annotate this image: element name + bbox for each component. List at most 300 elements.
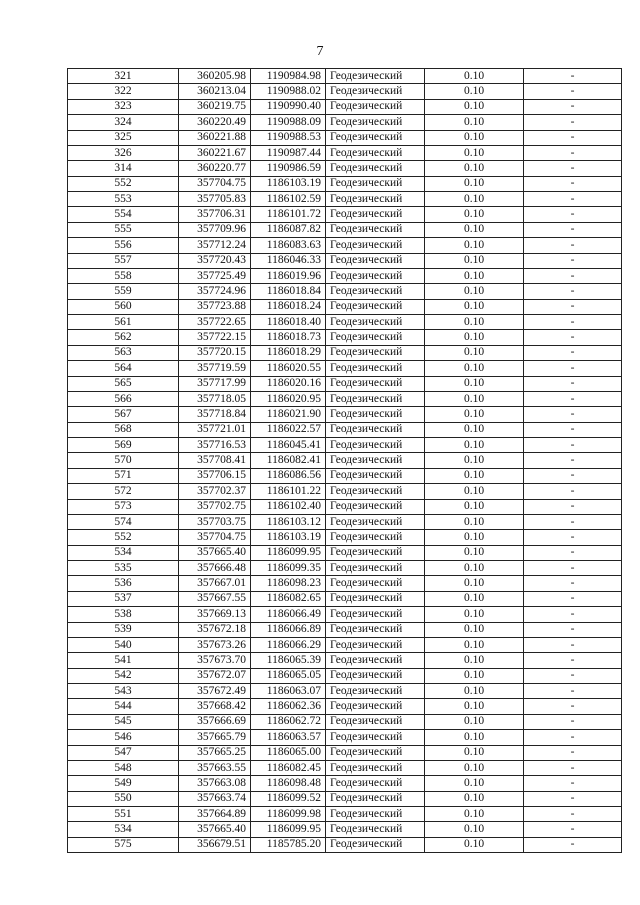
table-row <box>68 591 622 606</box>
note-cell: - <box>524 822 622 837</box>
note-cell: - <box>524 376 622 391</box>
y-coordinate-cell: 1186101.72 <box>251 207 326 222</box>
point-number-cell: 570 <box>68 453 179 468</box>
method-cell: Геодезический <box>326 791 425 806</box>
method-cell: Геодезический <box>326 361 425 376</box>
accuracy-cell: 0.10 <box>425 161 524 176</box>
method-cell: Геодезический <box>326 561 425 576</box>
x-coordinate-cell: 357718.05 <box>179 391 251 406</box>
note-cell: - <box>524 422 622 437</box>
y-coordinate-cell: 1186062.72 <box>251 714 326 729</box>
note-cell: - <box>524 222 622 237</box>
method-cell: Геодезический <box>326 99 425 114</box>
method-cell: Геодезический <box>326 453 425 468</box>
table-row <box>68 730 622 745</box>
accuracy-cell: 0.10 <box>425 238 524 253</box>
x-coordinate-cell: 357668.42 <box>179 699 251 714</box>
method-cell: Геодезический <box>326 776 425 791</box>
accuracy-cell: 0.10 <box>425 361 524 376</box>
accuracy-cell: 0.10 <box>425 760 524 775</box>
accuracy-cell: 0.10 <box>425 791 524 806</box>
point-number-cell: 549 <box>68 776 179 791</box>
x-coordinate-cell: 357720.43 <box>179 253 251 268</box>
note-cell: - <box>524 745 622 760</box>
note-cell: - <box>524 69 622 84</box>
y-coordinate-cell: 1186099.95 <box>251 822 326 837</box>
x-coordinate-cell: 357664.89 <box>179 807 251 822</box>
note-cell: - <box>524 284 622 299</box>
y-coordinate-cell: 1186019.96 <box>251 268 326 283</box>
method-cell: Геодезический <box>326 607 425 622</box>
y-coordinate-cell: 1186103.12 <box>251 514 326 529</box>
accuracy-cell: 0.10 <box>425 407 524 422</box>
point-number-cell: 563 <box>68 345 179 360</box>
accuracy-cell: 0.10 <box>425 653 524 668</box>
x-coordinate-cell: 357703.75 <box>179 514 251 529</box>
method-cell: Геодезический <box>326 530 425 545</box>
note-cell: - <box>524 207 622 222</box>
point-number-cell: 534 <box>68 545 179 560</box>
point-number-cell: 548 <box>68 760 179 775</box>
x-coordinate-cell: 357722.65 <box>179 315 251 330</box>
table-row <box>68 253 622 268</box>
method-cell: Геодезический <box>326 253 425 268</box>
y-coordinate-cell: 1186018.29 <box>251 345 326 360</box>
note-cell: - <box>524 99 622 114</box>
note-cell: - <box>524 145 622 160</box>
table-row <box>68 315 622 330</box>
accuracy-cell: 0.10 <box>425 207 524 222</box>
accuracy-cell: 0.10 <box>425 69 524 84</box>
method-cell: Геодезический <box>326 653 425 668</box>
accuracy-cell: 0.10 <box>425 622 524 637</box>
method-cell: Геодезический <box>326 145 425 160</box>
y-coordinate-cell: 1186099.35 <box>251 561 326 576</box>
method-cell: Геодезический <box>326 514 425 529</box>
note-cell: - <box>524 484 622 499</box>
table-row <box>68 130 622 145</box>
accuracy-cell: 0.10 <box>425 699 524 714</box>
y-coordinate-cell: 1186065.05 <box>251 668 326 683</box>
table-row <box>68 576 622 591</box>
table-row <box>68 407 622 422</box>
note-cell: - <box>524 499 622 514</box>
accuracy-cell: 0.10 <box>425 776 524 791</box>
table-row <box>68 807 622 822</box>
y-coordinate-cell: 1186018.24 <box>251 299 326 314</box>
table-row <box>68 499 622 514</box>
point-number-cell: 568 <box>68 422 179 437</box>
accuracy-cell: 0.10 <box>425 576 524 591</box>
point-number-cell: 536 <box>68 576 179 591</box>
table-row <box>68 115 622 130</box>
y-coordinate-cell: 1186065.39 <box>251 653 326 668</box>
y-coordinate-cell: 1186018.73 <box>251 330 326 345</box>
x-coordinate-cell: 357665.40 <box>179 822 251 837</box>
y-coordinate-cell: 1186062.36 <box>251 699 326 714</box>
table-row <box>68 284 622 299</box>
y-coordinate-cell: 1186102.59 <box>251 192 326 207</box>
note-cell: - <box>524 330 622 345</box>
note-cell: - <box>524 514 622 529</box>
table-row <box>68 161 622 176</box>
accuracy-cell: 0.10 <box>425 422 524 437</box>
point-number-cell: 557 <box>68 253 179 268</box>
x-coordinate-cell: 357669.13 <box>179 607 251 622</box>
note-cell: - <box>524 760 622 775</box>
x-coordinate-cell: 357673.70 <box>179 653 251 668</box>
y-coordinate-cell: 1186022.57 <box>251 422 326 437</box>
accuracy-cell: 0.10 <box>425 637 524 652</box>
method-cell: Геодезический <box>326 192 425 207</box>
accuracy-cell: 0.10 <box>425 561 524 576</box>
method-cell: Геодезический <box>326 115 425 130</box>
y-coordinate-cell: 1186018.40 <box>251 315 326 330</box>
note-cell: - <box>524 130 622 145</box>
x-coordinate-cell: 357712.24 <box>179 238 251 253</box>
x-coordinate-cell: 357663.74 <box>179 791 251 806</box>
y-coordinate-cell: 1186020.55 <box>251 361 326 376</box>
x-coordinate-cell: 357725.49 <box>179 268 251 283</box>
accuracy-cell: 0.10 <box>425 530 524 545</box>
x-coordinate-cell: 357717.99 <box>179 376 251 391</box>
x-coordinate-cell: 357667.55 <box>179 591 251 606</box>
note-cell: - <box>524 576 622 591</box>
y-coordinate-cell: 1186020.16 <box>251 376 326 391</box>
method-cell: Геодезический <box>326 284 425 299</box>
point-number-cell: 558 <box>68 268 179 283</box>
note-cell: - <box>524 238 622 253</box>
point-number-cell: 550 <box>68 791 179 806</box>
note-cell: - <box>524 407 622 422</box>
x-coordinate-cell: 357706.15 <box>179 468 251 483</box>
point-number-cell: 560 <box>68 299 179 314</box>
x-coordinate-cell: 360221.67 <box>179 145 251 160</box>
y-coordinate-cell: 1186083.63 <box>251 238 326 253</box>
accuracy-cell: 0.10 <box>425 391 524 406</box>
y-coordinate-cell: 1186103.19 <box>251 530 326 545</box>
y-coordinate-cell: 1190984.98 <box>251 69 326 84</box>
x-coordinate-cell: 357672.18 <box>179 622 251 637</box>
note-cell: - <box>524 622 622 637</box>
note-cell: - <box>524 438 622 453</box>
y-coordinate-cell: 1190988.09 <box>251 115 326 130</box>
method-cell: Геодезический <box>326 576 425 591</box>
method-cell: Геодезический <box>326 499 425 514</box>
method-cell: Геодезический <box>326 545 425 560</box>
note-cell: - <box>524 345 622 360</box>
table-row <box>68 99 622 114</box>
method-cell: Геодезический <box>326 760 425 775</box>
x-coordinate-cell: 357673.26 <box>179 637 251 652</box>
x-coordinate-cell: 357708.41 <box>179 453 251 468</box>
point-number-cell: 573 <box>68 499 179 514</box>
table-row <box>68 530 622 545</box>
y-coordinate-cell: 1186086.56 <box>251 468 326 483</box>
y-coordinate-cell: 1190988.53 <box>251 130 326 145</box>
accuracy-cell: 0.10 <box>425 668 524 683</box>
method-cell: Геодезический <box>326 807 425 822</box>
point-number-cell: 571 <box>68 468 179 483</box>
method-cell: Геодезический <box>326 668 425 683</box>
table-row <box>68 345 622 360</box>
y-coordinate-cell: 1186082.65 <box>251 591 326 606</box>
x-coordinate-cell: 357666.69 <box>179 714 251 729</box>
point-number-cell: 566 <box>68 391 179 406</box>
accuracy-cell: 0.10 <box>425 284 524 299</box>
y-coordinate-cell: 1186098.23 <box>251 576 326 591</box>
y-coordinate-cell: 1186066.29 <box>251 637 326 652</box>
y-coordinate-cell: 1186082.41 <box>251 453 326 468</box>
accuracy-cell: 0.10 <box>425 730 524 745</box>
note-cell: - <box>524 668 622 683</box>
table-row <box>68 837 622 852</box>
accuracy-cell: 0.10 <box>425 315 524 330</box>
accuracy-cell: 0.10 <box>425 484 524 499</box>
table-row <box>68 545 622 560</box>
note-cell: - <box>524 807 622 822</box>
x-coordinate-cell: 357704.75 <box>179 530 251 545</box>
point-number-cell: 551 <box>68 807 179 822</box>
point-number-cell: 538 <box>68 607 179 622</box>
accuracy-cell: 0.10 <box>425 84 524 99</box>
y-coordinate-cell: 1186103.19 <box>251 176 326 191</box>
point-number-cell: 561 <box>68 315 179 330</box>
y-coordinate-cell: 1186045.41 <box>251 438 326 453</box>
note-cell: - <box>524 530 622 545</box>
point-number-cell: 565 <box>68 376 179 391</box>
point-number-cell: 540 <box>68 637 179 652</box>
accuracy-cell: 0.10 <box>425 545 524 560</box>
note-cell: - <box>524 699 622 714</box>
table-row <box>68 484 622 499</box>
x-coordinate-cell: 356679.51 <box>179 837 251 852</box>
table-row <box>68 637 622 652</box>
point-number-cell: 572 <box>68 484 179 499</box>
note-cell: - <box>524 192 622 207</box>
accuracy-cell: 0.10 <box>425 684 524 699</box>
method-cell: Геодезический <box>326 422 425 437</box>
coordinates-table <box>67 68 622 853</box>
note-cell: - <box>524 561 622 576</box>
x-coordinate-cell: 357722.15 <box>179 330 251 345</box>
point-number-cell: 552 <box>68 530 179 545</box>
point-number-cell: 535 <box>68 561 179 576</box>
x-coordinate-cell: 357672.07 <box>179 668 251 683</box>
point-number-cell: 539 <box>68 622 179 637</box>
note-cell: - <box>524 299 622 314</box>
accuracy-cell: 0.10 <box>425 253 524 268</box>
x-coordinate-cell: 357723.88 <box>179 299 251 314</box>
x-coordinate-cell: 357702.37 <box>179 484 251 499</box>
y-coordinate-cell: 1186066.89 <box>251 622 326 637</box>
accuracy-cell: 0.10 <box>425 99 524 114</box>
method-cell: Геодезический <box>326 299 425 314</box>
y-coordinate-cell: 1186101.22 <box>251 484 326 499</box>
point-number-cell: 555 <box>68 222 179 237</box>
point-number-cell: 556 <box>68 238 179 253</box>
point-number-cell: 324 <box>68 115 179 130</box>
method-cell: Геодезический <box>326 637 425 652</box>
accuracy-cell: 0.10 <box>425 453 524 468</box>
point-number-cell: 537 <box>68 591 179 606</box>
accuracy-cell: 0.10 <box>425 745 524 760</box>
point-number-cell: 553 <box>68 192 179 207</box>
point-number-cell: 567 <box>68 407 179 422</box>
table-row <box>68 192 622 207</box>
note-cell: - <box>524 684 622 699</box>
method-cell: Геодезический <box>326 438 425 453</box>
y-coordinate-cell: 1190986.59 <box>251 161 326 176</box>
note-cell: - <box>524 315 622 330</box>
method-cell: Геодезический <box>326 345 425 360</box>
note-cell: - <box>524 84 622 99</box>
y-coordinate-cell: 1186021.90 <box>251 407 326 422</box>
note-cell: - <box>524 591 622 606</box>
method-cell: Геодезический <box>326 622 425 637</box>
x-coordinate-cell: 357706.31 <box>179 207 251 222</box>
method-cell: Геодезический <box>326 176 425 191</box>
table-row <box>68 668 622 683</box>
table-row <box>68 622 622 637</box>
accuracy-cell: 0.10 <box>425 591 524 606</box>
x-coordinate-cell: 360213.04 <box>179 84 251 99</box>
point-number-cell: 574 <box>68 514 179 529</box>
table-row <box>68 561 622 576</box>
page-number: 7 <box>316 44 324 59</box>
point-number-cell: 564 <box>68 361 179 376</box>
note-cell: - <box>524 176 622 191</box>
point-number-cell: 322 <box>68 84 179 99</box>
y-coordinate-cell: 1186082.45 <box>251 760 326 775</box>
accuracy-cell: 0.10 <box>425 714 524 729</box>
table-row <box>68 207 622 222</box>
table-row <box>68 607 622 622</box>
table-row <box>68 176 622 191</box>
point-number-cell: 545 <box>68 714 179 729</box>
table-row <box>68 376 622 391</box>
accuracy-cell: 0.10 <box>425 345 524 360</box>
accuracy-cell: 0.10 <box>425 115 524 130</box>
table-row <box>68 268 622 283</box>
accuracy-cell: 0.10 <box>425 130 524 145</box>
accuracy-cell: 0.10 <box>425 192 524 207</box>
x-coordinate-cell: 357721.01 <box>179 422 251 437</box>
method-cell: Геодезический <box>326 822 425 837</box>
accuracy-cell: 0.10 <box>425 514 524 529</box>
x-coordinate-cell: 357718.84 <box>179 407 251 422</box>
x-coordinate-cell: 357663.55 <box>179 760 251 775</box>
y-coordinate-cell: 1190990.40 <box>251 99 326 114</box>
note-cell: - <box>524 545 622 560</box>
accuracy-cell: 0.10 <box>425 499 524 514</box>
x-coordinate-cell: 357666.48 <box>179 561 251 576</box>
note-cell: - <box>524 837 622 852</box>
method-cell: Геодезический <box>326 330 425 345</box>
method-cell: Геодезический <box>326 391 425 406</box>
x-coordinate-cell: 357702.75 <box>179 499 251 514</box>
note-cell: - <box>524 268 622 283</box>
table-row <box>68 699 622 714</box>
note-cell: - <box>524 791 622 806</box>
accuracy-cell: 0.10 <box>425 822 524 837</box>
point-number-cell: 547 <box>68 745 179 760</box>
accuracy-cell: 0.10 <box>425 145 524 160</box>
point-number-cell: 534 <box>68 822 179 837</box>
table-row <box>68 745 622 760</box>
y-coordinate-cell: 1186018.84 <box>251 284 326 299</box>
note-cell: - <box>524 161 622 176</box>
table-row <box>68 422 622 437</box>
y-coordinate-cell: 1186020.95 <box>251 391 326 406</box>
method-cell: Геодезический <box>326 837 425 852</box>
x-coordinate-cell: 360219.75 <box>179 99 251 114</box>
method-cell: Геодезический <box>326 222 425 237</box>
table-row <box>68 468 622 483</box>
method-cell: Геодезический <box>326 468 425 483</box>
table-row <box>68 514 622 529</box>
x-coordinate-cell: 357716.53 <box>179 438 251 453</box>
method-cell: Геодезический <box>326 591 425 606</box>
table-row <box>68 822 622 837</box>
point-number-cell: 546 <box>68 730 179 745</box>
note-cell: - <box>524 453 622 468</box>
method-cell: Геодезический <box>326 484 425 499</box>
x-coordinate-cell: 357720.15 <box>179 345 251 360</box>
y-coordinate-cell: 1186102.40 <box>251 499 326 514</box>
y-coordinate-cell: 1186046.33 <box>251 253 326 268</box>
note-cell: - <box>524 637 622 652</box>
method-cell: Геодезический <box>326 268 425 283</box>
x-coordinate-cell: 357719.59 <box>179 361 251 376</box>
method-cell: Геодезический <box>326 699 425 714</box>
x-coordinate-cell: 360205.98 <box>179 69 251 84</box>
point-number-cell: 314 <box>68 161 179 176</box>
point-number-cell: 321 <box>68 69 179 84</box>
method-cell: Геодезический <box>326 207 425 222</box>
y-coordinate-cell: 1186099.98 <box>251 807 326 822</box>
point-number-cell: 541 <box>68 653 179 668</box>
table-row <box>68 238 622 253</box>
accuracy-cell: 0.10 <box>425 330 524 345</box>
table-row <box>68 684 622 699</box>
y-coordinate-cell: 1186099.95 <box>251 545 326 560</box>
table-row <box>68 776 622 791</box>
note-cell: - <box>524 253 622 268</box>
method-cell: Геодезический <box>326 161 425 176</box>
accuracy-cell: 0.10 <box>425 438 524 453</box>
note-cell: - <box>524 361 622 376</box>
point-number-cell: 569 <box>68 438 179 453</box>
point-number-cell: 544 <box>68 699 179 714</box>
y-coordinate-cell: 1186098.48 <box>251 776 326 791</box>
method-cell: Геодезический <box>326 745 425 760</box>
note-cell: - <box>524 468 622 483</box>
method-cell: Геодезический <box>326 84 425 99</box>
table-row <box>68 438 622 453</box>
accuracy-cell: 0.10 <box>425 222 524 237</box>
table-row <box>68 361 622 376</box>
x-coordinate-cell: 357709.96 <box>179 222 251 237</box>
y-coordinate-cell: 1186066.49 <box>251 607 326 622</box>
y-coordinate-cell: 1185785.20 <box>251 837 326 852</box>
method-cell: Геодезический <box>326 407 425 422</box>
table-row <box>68 653 622 668</box>
table-row <box>68 330 622 345</box>
y-coordinate-cell: 1186099.52 <box>251 791 326 806</box>
y-coordinate-cell: 1186065.00 <box>251 745 326 760</box>
x-coordinate-cell: 357667.01 <box>179 576 251 591</box>
